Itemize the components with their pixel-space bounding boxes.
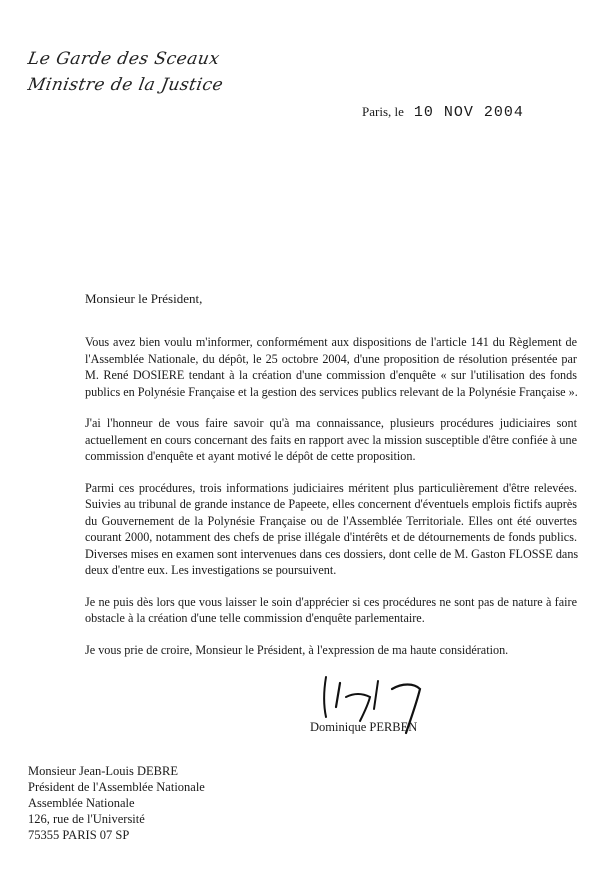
recipient-address: [28, 763, 205, 843]
text-line: du Gouvernement de la Polynésie Française ou de l'Assemblée Territoriale. Elles ont été ouvertes: [85, 513, 577, 528]
text-line: courant 2000, notamment des chefs de prise illégale d'intérêts et de détournements de fonds publics.: [85, 530, 577, 544]
text-line: Vous avez bien voulu m'informer, conformément aux dispositions de l'article 141 du Règlement de: [85, 335, 577, 349]
paragraph-4: [85, 594, 577, 627]
paragraph-1: [85, 334, 577, 400]
letter-body: [85, 334, 577, 673]
text-line: obstacle à la création d'une telle commission d'enquête parlementaire.: [85, 611, 425, 625]
text-line: M. René DOSIERE tendant à la création d'une commission d'enquête « sur l'utilisation des fonds: [85, 368, 577, 382]
signer-name: Dominique PERBEN: [310, 720, 418, 734]
date-place: Paris, le: [362, 104, 404, 119]
recipient-line: Assemblée Nationale: [28, 796, 135, 810]
letterhead-line-1: Le Garde des Sceaux: [26, 49, 222, 69]
paragraph-5: [85, 642, 577, 659]
text-line: l'Assemblée Nationale, du dépôt, le 25 octobre 2004, d'une proposition de résolution présentée par: [85, 351, 577, 366]
text-line: publics en Polynésie Française et la gestion des services publics relevant de la Polynésie Française ».: [85, 384, 578, 399]
text-line: Je ne puis dès lors que vous laisser le soin d'apprécier si ces procédures ne sont pas de nature à faire: [85, 594, 577, 609]
text-line: deux d'entre eux. Les investigations se poursuivent.: [85, 563, 337, 577]
date-line: [362, 104, 524, 121]
recipient-line: 126, rue de l'Université: [28, 812, 145, 826]
text-line: commission d'enquête et ayant motivé le dépôt de cette proposition.: [85, 449, 416, 463]
paragraph-2: [85, 415, 577, 465]
text-line: Diverses mises en examen sont intervenues dans ces dossiers, dont celle de M. Gaston FLOSSE dans: [85, 546, 579, 561]
letterhead-line-2: Ministre de la Justice: [26, 75, 225, 95]
paragraph-3: [85, 480, 577, 579]
text-line: J'ai l'honneur de vous faire savoir qu'à ma connaissance, plusieurs procédures judiciaires sont: [85, 416, 577, 430]
recipient-line: Président de l'Assemblée Nationale: [28, 780, 205, 794]
recipient-line: Monsieur Jean-Louis DEBRE: [28, 764, 178, 778]
text-line: Parmi ces procédures, trois informations judiciaires méritent plus particulièrement d'être relevées.: [85, 480, 577, 495]
text-line: Suivies au tribunal de grande instance de Papeete, elles concernent d'éventuels emplois fictifs auprès: [85, 497, 577, 511]
letterhead: [28, 46, 258, 98]
text-line: Je vous prie de croire, Monsieur le Président, à l'expression de ma haute considération.: [85, 642, 509, 657]
text-line: actuellement en cours concernant des faits en rapport avec la mission susceptible d'être confiée à une: [85, 432, 577, 447]
date-stamp: 10 NOV 2004: [413, 104, 524, 121]
salutation: Monsieur le Président,: [85, 291, 203, 306]
recipient-line: 75355 PARIS 07 SP: [28, 828, 130, 842]
